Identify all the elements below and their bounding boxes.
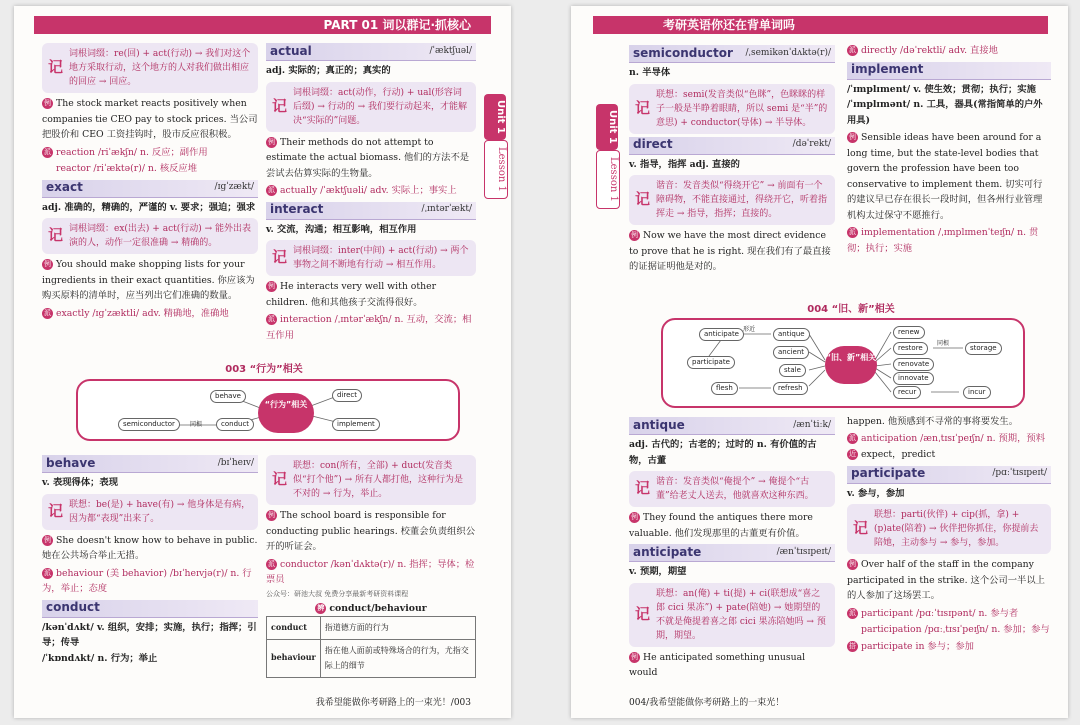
section-title-004: 004 “旧、新”相关 xyxy=(807,304,895,315)
rel-label: 同根 xyxy=(190,421,203,428)
left-page xyxy=(14,6,511,718)
left-column-2 xyxy=(266,40,476,344)
phrase-line: 搭 participate in 参与；参加 xyxy=(849,640,974,652)
implement-definition-n: /ˈɪmplɪmənt/ n. 工具，器具(常指简单的户外用具) xyxy=(847,99,1043,126)
section-title-003: 003 “行为”相关 xyxy=(225,364,303,375)
participate-example: 例 Over half of the staff in the company participated in the strike. 这个公司一半以上的人参加了这场罢工。 xyxy=(847,559,1045,601)
exact-example: 例 You should make shopping lists for your ingredients in their exact quantities. 你应该为购买原料的清单时，应当列出它们准确的数量。 xyxy=(42,259,255,301)
mindmap-center: “行为”相关 xyxy=(258,393,314,433)
node-recur: recur xyxy=(893,386,921,399)
interact-example: 例 He interacts very well with other children. 他和其他孩子交流得很好。 xyxy=(266,281,437,308)
word-head-actual: actual /ˈæktʃuəl/ xyxy=(266,43,476,61)
node-implement: implement xyxy=(332,418,380,431)
conductor-deriv: 派 conductor /kənˈdʌktə(r)/ n. 指挥；导体；检票员 xyxy=(266,558,475,585)
node-ancient: ancient xyxy=(773,346,809,359)
rel-label-tl: 同根 xyxy=(937,340,950,347)
mindmap-center: “旧、新”相关 xyxy=(825,346,877,384)
interact-root-box: 记 词根词缀：inter(中间) + act(行动) → 两个事物之间不断地有行动 → 相互作用。 xyxy=(266,240,476,276)
word-head-interact: interact /ˌɪntərˈækt/ xyxy=(266,202,476,220)
page-header: 考研英语你还在背单词吗 xyxy=(593,16,1048,34)
node-renew: renew xyxy=(893,326,925,339)
left-column-1 xyxy=(42,40,258,322)
node-participate: participate xyxy=(687,356,735,369)
anticipate-example: 例 He anticipated something unusual would xyxy=(629,651,806,678)
table-row: conduct 指道德方面的行为 xyxy=(267,617,476,640)
unit-tab: Unit 1 xyxy=(596,104,618,150)
anticipate-example-cont: happen. 他预感到不寻常的事将要发生。 xyxy=(847,416,1018,427)
node-conduct: conduct xyxy=(216,418,254,431)
direct-example: 例 Now we have the most direct evidence to prove that he is right. 现在我们有了最直接的证据证明他是对的。 xyxy=(629,230,831,272)
right-page xyxy=(571,6,1068,718)
word-head-direct: direct /dəˈrekt/ xyxy=(629,137,835,155)
semiconductor-definition: n. 半导体 xyxy=(629,67,671,78)
actually-deriv: 派 actually /ˈæktʃuəli/ adv. 实际上；事实上 xyxy=(268,185,457,196)
word-head-semiconductor: semiconductor /ˌsemikənˈdʌktə(r)/ xyxy=(629,45,835,63)
directly-deriv: 派 directly /dəˈrektli/ adv. 直接地 xyxy=(849,45,998,56)
antique-assoc-box: 记 谐音：发音类似“俺提个” → 俺提个“古董”给老丈人送去，他就喜欢这种东西。 xyxy=(629,471,835,507)
antique-definition: adj. 古代的；古老的；过时的 n. 有价值的古物，古董 xyxy=(629,439,817,466)
reaction-deriv: 派 reaction /riˈækʃn/ n. 反应；副作用 xyxy=(44,146,208,158)
implementation-deriv: 派 implementation /ˌɪmplɪmenˈteɪʃn/ n. 贯彻；执行；实施 xyxy=(847,227,1039,254)
exactly-deriv: 派 exactly /ɪgˈzæktli/ adv. 精确地，准确地 xyxy=(44,307,229,319)
actual-example: 例 Their methods do not attempt to estimate the actual biomass. 他们的方法不是尝试去估算实际的生物量。 xyxy=(266,136,470,179)
implement-definition-v: /ˈɪmplɪment/ v. 使生效；贯彻；执行；实施 xyxy=(847,83,1036,95)
page-header: PART 01 词以群记·抓核心 xyxy=(34,16,491,34)
left-column-3 xyxy=(42,452,258,666)
node-direct: direct xyxy=(332,389,362,402)
node-semiconductor: semiconductor xyxy=(118,418,180,431)
conduct-definition-v: /kənˈdʌkt/ v. 组织，安排；实施，执行；指挥；引导；传导 xyxy=(42,621,257,648)
node-behave: behave xyxy=(210,390,246,403)
word-head-anticipate: anticipate /ænˈtɪsɪpeɪt/ xyxy=(629,544,835,562)
node-refresh: refresh xyxy=(773,382,808,395)
react-example: 例 The stock market reacts positively when companies tie CEO pay to stock prices. 当公司把股价和 CEO 工资挂钩时，股市反应很积极。 xyxy=(42,98,258,140)
actual-root-box: 记 词根词缀：act(动作，行动) + ual(形容词后缀) → 行动的 → 我们要行动起来，才能解决“实际的”问题。 xyxy=(266,82,476,132)
word-head-exact: exact /ɪgˈzækt/ xyxy=(42,180,258,198)
behave-example: 例 She doesn't know how to behave in public. 她在公共场合举止无措。 xyxy=(42,534,258,561)
right-column-2 xyxy=(847,42,1051,257)
word-head-conduct: conduct xyxy=(42,600,258,618)
table-row: behaviour 指在他人面前或特殊场合的行为，尤指交际上的细节 xyxy=(267,639,476,677)
compare-title: 辨 conduct/behaviour xyxy=(317,602,427,614)
mindmap-old-new xyxy=(661,318,1025,408)
unit-tab: Unit 1 xyxy=(484,94,506,140)
participant-deriv: 派 participant /pɑːˈtɪsɪpənt/ n. 参与者 xyxy=(849,607,1019,619)
direct-assoc-box: 记 谐音：发音类似“得绕开它” → 前面有一个障碍物，不能直接通过，得绕开它，听着指挥走 → 指导，指挥；直接的。 xyxy=(629,175,835,225)
interact-definition: v. 交流，沟通；相互影响，相互作用 xyxy=(266,223,417,235)
page-footer: 我希望能做你考研路上的一束光！/003 xyxy=(315,698,471,708)
node-storage: storage xyxy=(965,342,1002,355)
behaviour-deriv: 派 behaviour (美 behavior) /bɪˈheɪvjə(r)/ n. 行为，举止；态度 xyxy=(42,567,252,594)
node-anticipate: anticipate xyxy=(699,328,744,341)
direct-definition: v. 指导，指挥 adj. 直接的 xyxy=(629,158,740,170)
word-head-behave: behave /bɪˈheɪv/ xyxy=(42,455,258,473)
participate-assoc-box: 记 联想：parti(伙伴) + cip(抓，拿) + (p)ate(陪着) → 伙伴把你抓住，你提前去陪她，主动参与 → 参与，参加。 xyxy=(847,504,1051,554)
compare-table xyxy=(266,616,476,678)
exact-definition: adj. 准确的，精确的，严谨的 v. 要求；强迫；强求 xyxy=(42,201,256,213)
right-column-1 xyxy=(629,42,835,277)
conduct-definition-n: /ˈkɒndʌkt/ n. 行为；举止 xyxy=(42,652,158,664)
node-stale: stale xyxy=(779,364,806,377)
participate-definition: v. 参与，参加 xyxy=(847,487,905,499)
semiconductor-assoc-box: 记 联想：semi(发音类似“色眯”，色眯眯的样子一般是半睁着眼睛，所以 semi 是“半”的意思) + conductor(导体) → 半导体。 xyxy=(629,84,835,134)
behave-definition: v. 表现得体；表现 xyxy=(42,477,119,488)
antique-example: 例 They found the antiques there more valuable. 他们发现那里的古董更有价值。 xyxy=(629,512,813,539)
word-head-antique: antique /ænˈtiːk/ xyxy=(629,417,835,435)
conduct-assoc-box: 记 联想：con(所有，全部) + duct(发音类似“打个他”) → 所有人都打他，这种行为是不对的 → 行为，举止。 xyxy=(266,455,476,505)
lesson-tab: Lesson 1 xyxy=(484,140,508,199)
word-head-participate: participate /pɑːˈtɪsɪpeɪt/ xyxy=(847,466,1051,484)
anticipate-definition: v. 预期，期望 xyxy=(629,566,687,577)
anticipate-assoc-box: 记 联想：an(俺) + ti(提) + ci(联想成“喜之郎 cici 果冻”) + pate(陪她) → 她期望的不就是俺提着喜之郎 cici 果冻陪她吗 → 预期，期望。 xyxy=(629,583,835,647)
left-column-4 xyxy=(266,452,476,678)
participation-deriv: participation /pɑːˌtɪsɪˈpeɪʃn/ n. 参加；参与 xyxy=(861,624,1050,635)
actual-definition: adj. 实际的；真正的；真实的 xyxy=(266,65,391,76)
mindmap-behaviour xyxy=(76,379,460,441)
node-incur: incur xyxy=(963,386,991,399)
react-root-box: 记 词根词缀：re(回) + act(行动) → 我们对这个地方采取行动，这个地方的人对我们做出相应的回应 → 回应。 xyxy=(42,43,258,93)
node-renovate: renovate xyxy=(893,358,934,371)
right-column-4 xyxy=(847,414,1051,655)
anticipation-deriv: 派 anticipation /ænˌtɪsɪˈpeɪʃn/ n. 预期，预料 xyxy=(849,432,1045,444)
lesson-tab: Lesson 1 xyxy=(596,150,620,209)
watermark: 公众号：研池大叔 免费分享最新考研资料课程 xyxy=(266,589,409,598)
interaction-deriv: 派 interaction /ˌɪntərˈækʃn/ n. 互动，交流；相互作用 xyxy=(266,314,472,341)
page-footer: 004/我希望能做你考研路上的一束光！ xyxy=(629,698,785,708)
right-column-3 xyxy=(629,414,835,683)
node-flesh: flesh xyxy=(711,382,738,395)
implement-example: 例 Sensible ideas have been around for a long time, but the state-level bodies that govern the profession have been too conservative to implement them. 切实可行的建议早已存在很长一段时间，但各州行业管理机构太过保守不愿推行。 xyxy=(847,132,1043,221)
node-innovate: innovate xyxy=(893,372,934,385)
rel-label-xj: 形近 xyxy=(743,326,756,333)
exact-root-box: 记 词根词缀：ex(出去) + act(行动) → 能外出表演的人，动作一定很准确 → 精确的。 xyxy=(42,218,258,254)
reactor-deriv: reactor /riˈæktə(r)/ n. 核反应堆 xyxy=(56,163,198,174)
synonym-line: 近 expect，predict xyxy=(849,449,936,460)
conduct-example: 例 The school board is responsible for conducting public hearings. 校董会负责组织公开的听证会。 xyxy=(266,510,475,552)
node-antique: antique xyxy=(773,328,810,341)
node-restore: restore xyxy=(893,342,928,355)
word-head-implement: implement xyxy=(847,62,1051,80)
behave-assoc-box: 记 联想：be(是) + have(有) → 他身体是有病，因为都“表现”出来了。 xyxy=(42,494,258,530)
